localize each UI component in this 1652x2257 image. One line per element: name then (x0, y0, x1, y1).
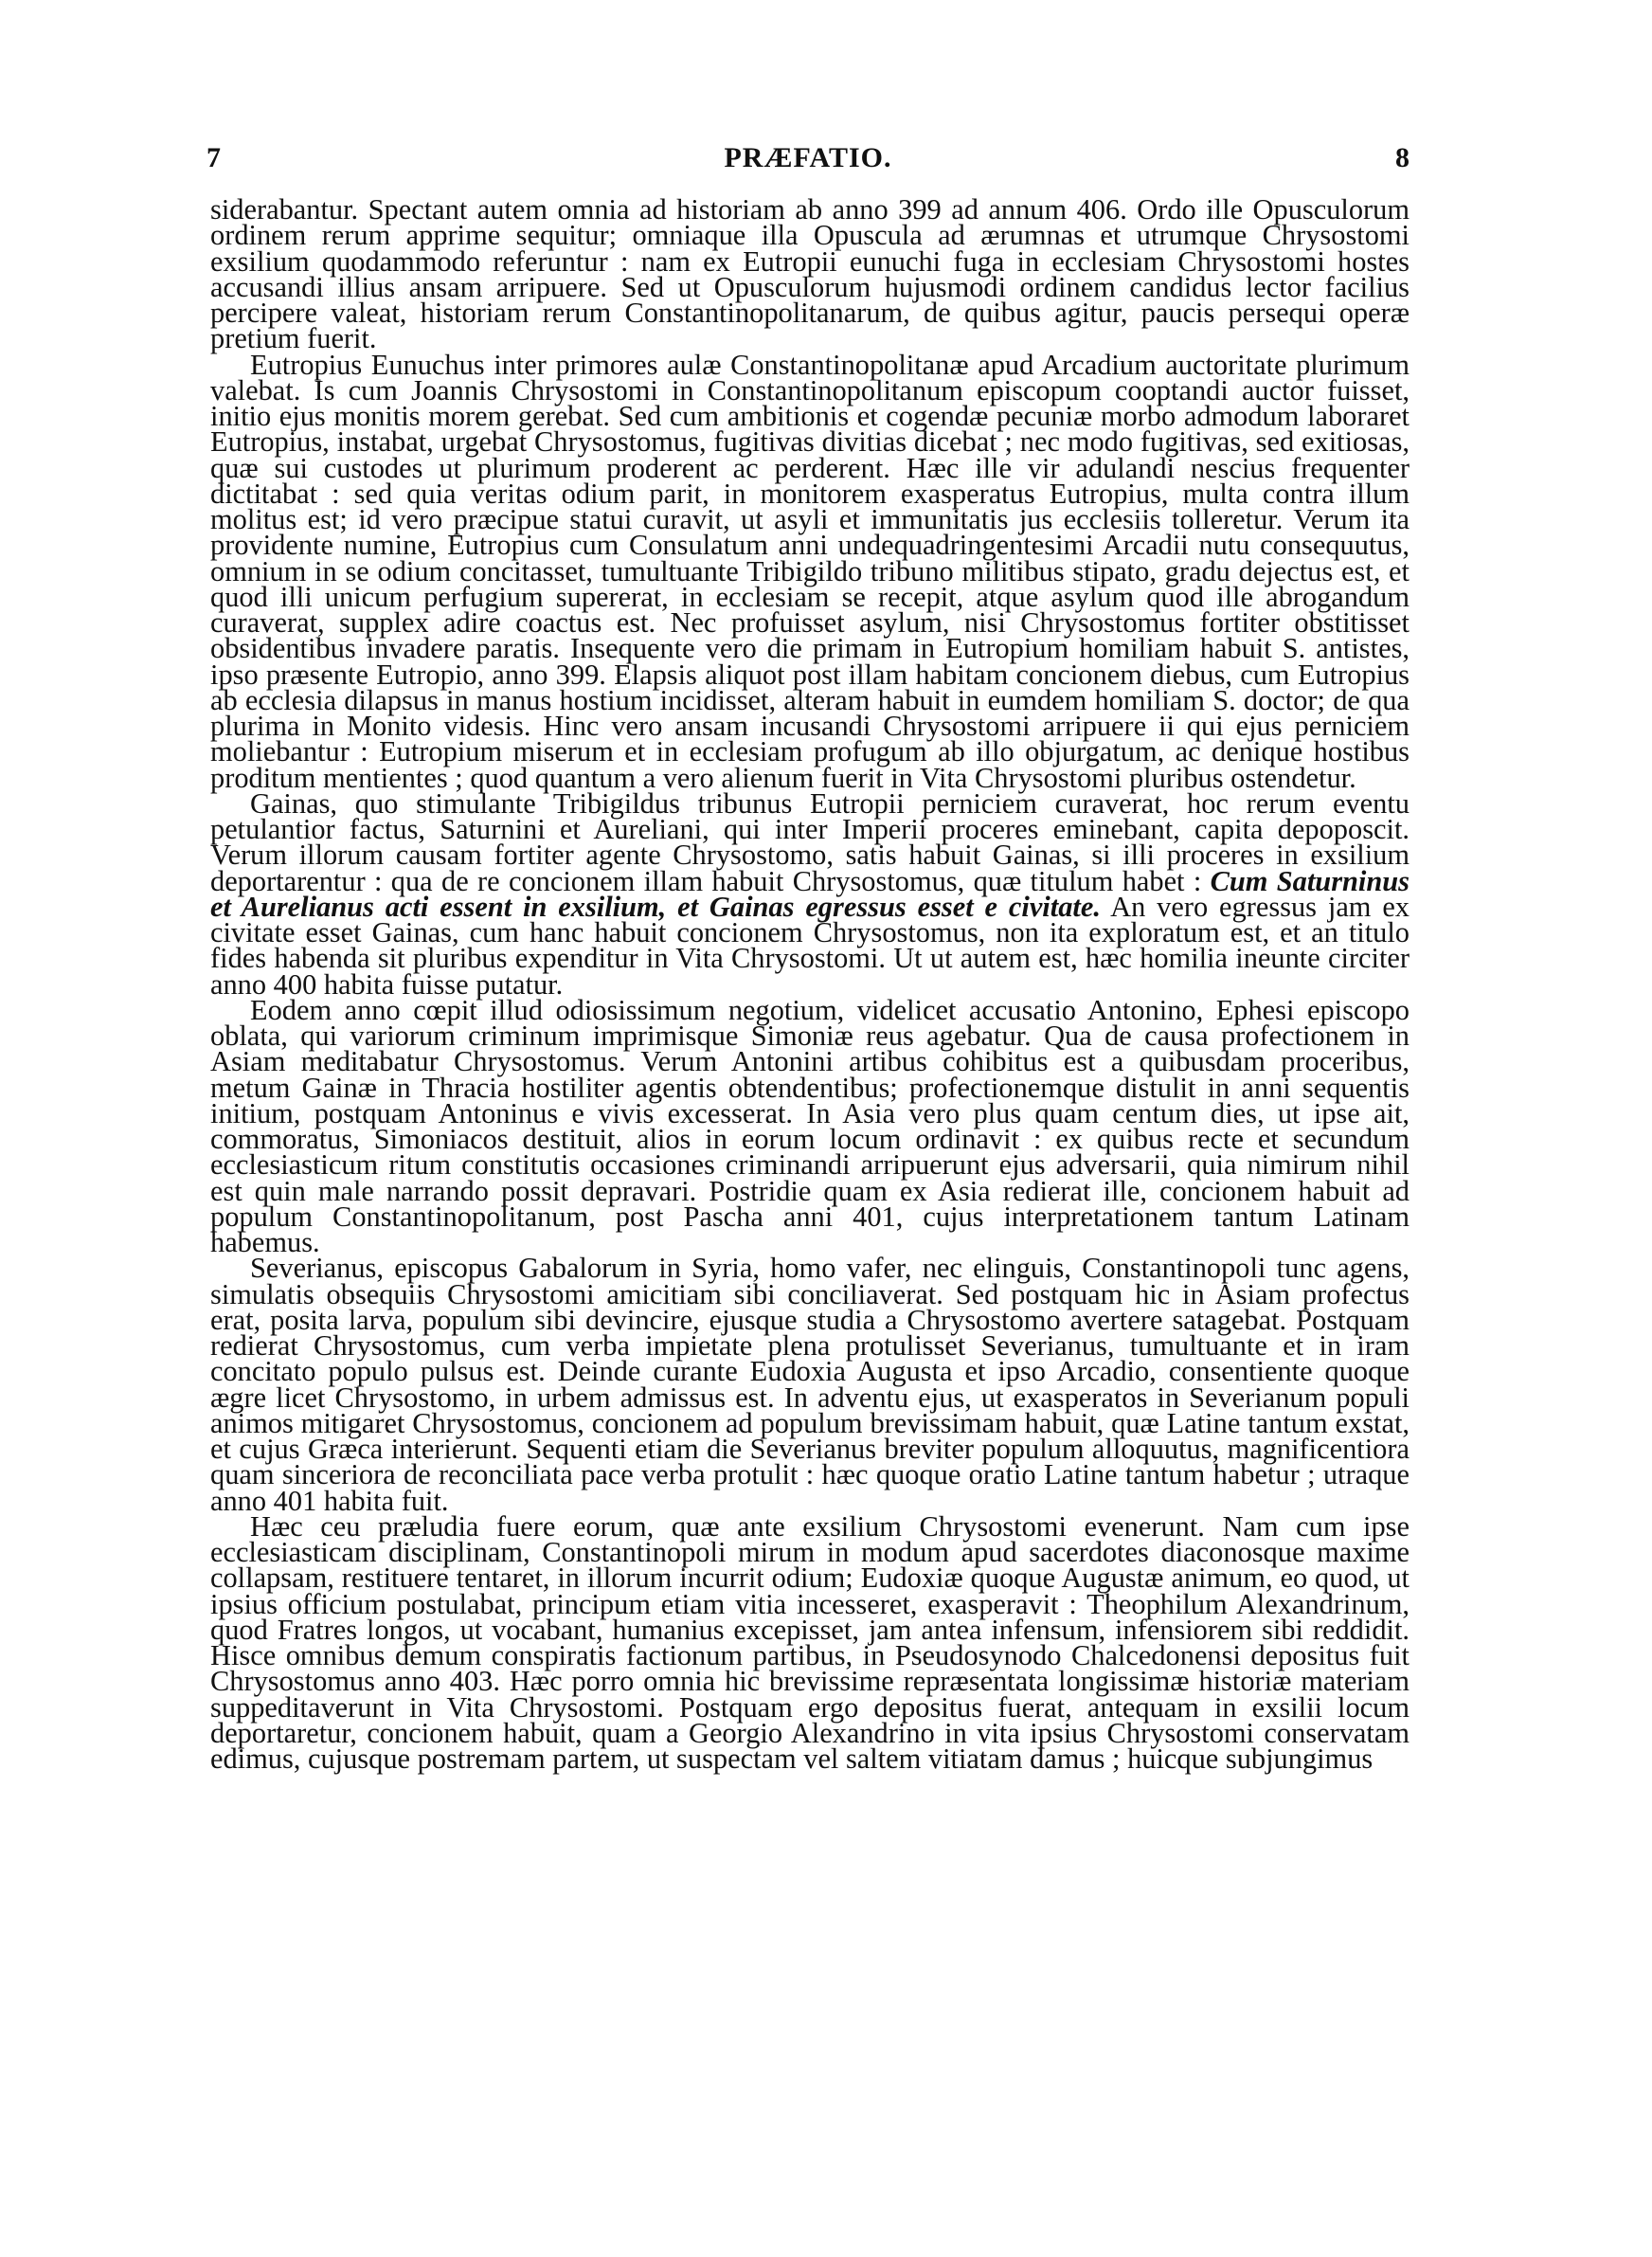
page-number-left: 7 (206, 142, 221, 173)
paragraph-gainas (210, 786, 1410, 1001)
homily-title-italic: Cum Saturninus et Aurelianus acti essent in exsilium, et Gainas egressus esset e civitate. (210, 864, 1410, 923)
paragraph-exsilium: Hæc ceu præludia fuere eorum, quæ ante exsilium Chrysostomi evenerunt. Nam cum ipse ecclesiasticam disciplinam, Constantinopoli mirum in modum apud sacerdotes diaconosque maxime collapsam, restituere tentaret, in illorum incurrit odium; Eudoxiæ quoque Augustæ animum, eo quod, ut ipsius officium postulabat, principum etiam vitia incesseret, exasperavit : Theophilum Alexandrinum, quod Fratres longos, ut vocabant, humanius excepisset, jam antea infensum, infensiorem sibi reddidit. Hisce omnibus demum conspiratis factionum partibus, in Pseudosynodo Chalcedonensi depositus fuit Chrysostomus anno 403. Hæc porro omnia hic brevissime repræsentata longissimæ historiæ materiam suppeditaverunt in Vita Chrysostomi. Postquam ergo depositus fuerat, antequam in exsilii locum deportaretur, concionem habuit, quam a Georgio Alexandrino in vita ipsius Chrysostomi conservatam edimus, cujusque postremam partem, ut suspectam vel saltem vitiatam damus ; huicque subjungimus (210, 1509, 1410, 1775)
running-header (206, 142, 1410, 180)
body-text (210, 193, 1410, 1775)
paragraph-severianus: Severianus, episcopus Gabalorum in Syria, homo vafer, nec elinguis, Constantinopoli tunc agens, simulatis obsequiis Chrysostomi amicitiam sibi conciliaverat. Sed postquam hic in Asiam profectus erat, posita larva, populum sibi devincire, ejusque studia a Chrysostomo avertere satagebat. Postquam redierat Chrysostomus, cum verba impietate plena protulisset Severianus, tumultuante et in iram concitato populo pulsus est. Deinde curante Eudoxia Augusta et ipso Arcadio, consentiente quoque ægre licet Chrysostomo, in urbem admissus est. In adventu ejus, ut exasperatos in Severianum populi animos mitigaret Chrysostomus, concionem ad populum brevissimam habuit, quæ Latine tantum exstat, et cujus Græca interierunt. Sequenti etiam die Severianus breviter populum alloquutus, magnificentiora quam sinceriora de reconciliata pace verba protulit : hæc quoque oratio Latine tantum habetur ; utraque anno 401 habita fuit. (210, 1252, 1410, 1517)
paragraph-eutropius: Eutropius Eunuchus inter primores aulæ Constantinopolitanæ apud Arcadium auctoritate plurimum valebat. Is cum Joannis Chrysostomi in Constantinopolitanum episcopum cooptandi auctor fuisset, initio ejus monitis morem gerebat. Sed cum ambitionis et cogendæ pecuniæ morbo admodum laboraret Eutropius, instabat, urgebat Chrysostomus, fugitivas divitias dicebat ; nec modo fugitivas, sed exitiosas, quæ sui custodes ut plurimum proderent ac perderent. Hæc ille vir adulandi nescius frequenter dictitabat : sed quia veritas odium parit, in monitorem exasperatus Eutropius, multa contra illum molitus est; id vero præcipue statui curavit, ut asyli et immunitatis jus ecclesiis tolleretur. Verum ita providente numine, Eutropius cum Consulatum anni undequadringentesimi Arcadii nutu consequutus, omnium in se odium concitasset, tumultuante Tribigildo tribuno militibus stipato, gradu dejectus est, et quod illi unicum perfugium supererat, in ecclesiam se recepit, atque asylum quod ille abrogandum curaverat, supplex adire coactus est. Nec profuisset asylum, nisi Chrysostomus fortiter obstitisset obsidentibus invadere paratis. Insequente vero die primam in Eutropium homiliam habuit S. antistes, ipso præsente Eutropio, anno 399. Elapsis aliquot post illam habitam concionem diebus, cum Eutropius ab ecclesia dilapsus in manus hostium incidisset, alteram habuit in eumdem homiliam S. doctor; de qua plurima in Monito videsis. Hinc vero ansam incusandi Chrysostomi arripuere ii qui ejus perniciem moliebantur : Eutropium miserum et in ecclesiam profugum ab illo objurgatum, ac denique hostibus proditum mentientes ; quod quantum a vero alienum fuerit in Vita Chrysostomi pluribus ostendetur. (210, 348, 1410, 794)
paragraph-gainas-text-before: Gainas, quo stimulante Tribigildus tribunus Eutropii perniciem curaverat, hoc rerum eventu petulantior factus, Saturnini et Aureliani, qui inter Imperii proceres eminebant, capita depoposcit. Verum illorum causam fortiter agente Chrysostomo, satis habuit Gainas, si illi proceres in exsilium deportarentur : qua de re concionem illam habuit Chrysostomus, quæ titulum habet : (210, 786, 1410, 897)
paragraph-gainas-text-after: An vero egressus jam ex civitate esset Gainas, cum hanc habuit concionem Chrysostomus, non ita exploratum est, et an titulo fides habenda sit pluribus expenditur in Vita Chrysostomi. Ut ut autem est, hæc homilia ineunte circiter anno 400 habita fuisse putatur. (210, 890, 1410, 1001)
paragraph-antoninus: Eodem anno cœpit illud odiosissimum negotium, videlicet accusatio Antonino, Ephesi episcopo oblata, qui variorum criminum imprimisque Simoniæ reus agebatur. Qua de causa profectionem in Asiam meditabatur Chrysostomus. Verum Antonini artibus cohibitus est a quibusdam proceribus, metum Gainæ in Thracia hostiliter agentis obtendentibus; profectionemque distulit in anni sequentis initium, postquam Antoninus e vivis excesserat. In Asia vero plus quam centum dies, ut ipse ait, commoratus, Simoniacos destituit, alios in eorum locum ordinavit : ex quibus recte et secundum ecclesiasticum ritum constitutis occasiones criminandi arripuerunt ejus adversarii, quia nimirum nihil est quin male narrando possit depravari. Postridie quam ex Asia redierat ille, concionem habuit ad populum Constantinopolitanum, post Pascha anni 401, cujus interpretationem tantum Latinam habemus. (210, 993, 1410, 1258)
page-number-right: 8 (1395, 142, 1410, 173)
running-title: PRÆFATIO. (724, 142, 892, 173)
paragraph-continuation: siderabantur. Spectant autem omnia ad historiam ab anno 399 ad annum 406. Ordo ille Opusculorum ordinem rerum apprime sequitur; omniaque illa Opuscula ad ærumnas et utrumque Chrysostomi exsilium quodammodo referuntur : nam ex Eutropii eunuchi fuga in ecclesiam Chrysostomi hostes accusandi illius ansam arripuere. Sed ut Opusculorum hujusmodi ordinem candidus lector facilius percipere valeat, historiam rerum Constantinopolitanarum, de quibus agitur, paucis persequi operæ pretium fuerit. (210, 193, 1410, 355)
